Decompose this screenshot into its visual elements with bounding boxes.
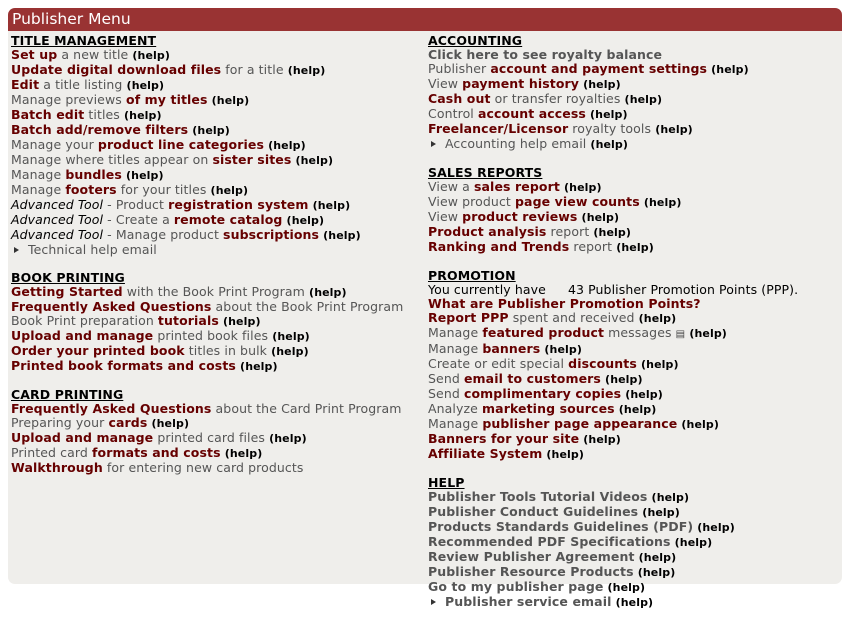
link-text[interactable]: featured product <box>482 325 605 340</box>
link-text[interactable]: Create or edit special <box>428 356 569 371</box>
help-label[interactable]: help <box>317 199 346 212</box>
section-heading: HELP <box>428 475 465 490</box>
menu-item-product-analysis[interactable] <box>428 225 840 240</box>
link-text[interactable]: Publisher Conduct Guidelines <box>428 504 639 519</box>
menu-item-batch-edit[interactable] <box>11 108 421 123</box>
help-label[interactable]: help <box>643 551 672 564</box>
help-link[interactable]: (help) <box>269 432 307 445</box>
link-text[interactable]: Upload and manage <box>11 328 154 343</box>
link-text[interactable]: Technical help email <box>28 242 157 257</box>
menu-item-walkthrough[interactable] <box>11 461 421 475</box>
advanced-tool-label: Advanced Tool <box>11 212 104 227</box>
link-text[interactable]: about the Book Print Program <box>211 299 404 314</box>
link-text[interactable]: subscriptions <box>223 227 320 242</box>
help-label[interactable]: help <box>137 49 165 62</box>
link-text[interactable]: Upload and manage <box>11 430 154 445</box>
link-text[interactable]: Products Standards Guidelines (PDF) <box>428 519 694 534</box>
menu-item-standards-guidelines[interactable] <box>428 520 840 535</box>
menu-item-featured-product-messages[interactable] <box>428 326 840 342</box>
link-text[interactable]: Manage your <box>11 137 98 152</box>
link-text[interactable]: Batch edit <box>11 107 85 122</box>
help-link[interactable]: (help) <box>309 286 347 299</box>
link-text[interactable]: View product <box>428 194 515 209</box>
link-text[interactable]: printed book files <box>153 328 269 343</box>
help-label[interactable]: help <box>551 448 579 461</box>
link-text[interactable]: Affiliate System <box>428 446 543 461</box>
link-text[interactable]: product reviews <box>462 209 578 224</box>
card-printing-section <box>11 388 421 475</box>
menu-item-sister-sites[interactable] <box>11 153 421 168</box>
publisher-service-email-toggle[interactable] <box>428 595 840 610</box>
link-text[interactable]: a title listing <box>39 77 123 92</box>
link-text[interactable]: Click here to see royalty balance <box>428 47 663 62</box>
menu-item-complimentary-copies[interactable] <box>428 387 840 402</box>
link-text[interactable]: for a title <box>221 62 284 77</box>
help-link[interactable]: (help) <box>642 506 680 519</box>
link-text[interactable]: payment history <box>462 76 580 91</box>
link-text[interactable]: titles <box>84 107 120 122</box>
link-text[interactable]: bundles <box>65 167 122 182</box>
help-label[interactable]: help <box>612 581 641 594</box>
help-label[interactable]: help <box>598 226 626 239</box>
link-text[interactable]: printed card files <box>153 430 266 445</box>
promotion-section <box>428 269 840 462</box>
link-text[interactable]: Report PPP <box>428 310 509 325</box>
accounting-help-email-toggle[interactable] <box>428 137 840 152</box>
link-text[interactable]: publisher page appearance <box>482 416 678 431</box>
help-label[interactable]: help <box>621 241 649 254</box>
help-link[interactable]: (help) <box>583 433 621 446</box>
help-label[interactable]: help <box>649 196 677 209</box>
help-link[interactable]: (help) <box>268 139 306 152</box>
section-heading: TITLE MANAGEMENT <box>11 33 157 48</box>
help-link[interactable]: (help) <box>681 418 720 431</box>
help-label[interactable]: help <box>629 93 658 106</box>
link-text[interactable]: Frequently Asked Questions <box>11 401 212 416</box>
advanced-tool-label: Advanced Tool <box>11 197 104 212</box>
link-text[interactable]: messages <box>604 325 676 340</box>
left-column <box>11 34 421 489</box>
help-label[interactable]: help <box>642 566 671 579</box>
section-heading: SALES REPORTS <box>428 165 543 180</box>
link-text[interactable]: Manage <box>11 182 66 197</box>
help-label[interactable]: help <box>215 184 244 197</box>
help-link[interactable]: (help) <box>124 109 162 122</box>
publisher-menu-panel <box>8 8 842 609</box>
link-text[interactable]: email to customers <box>463 371 601 386</box>
menu-item-manage-banners[interactable] <box>428 342 840 357</box>
menu-item-email-customers[interactable] <box>428 372 840 387</box>
link-text[interactable]: Manage <box>428 325 483 340</box>
link-text[interactable]: - Manage product <box>103 227 224 242</box>
book-printing-section <box>11 271 421 374</box>
link-text[interactable]: Ranking and Trends <box>428 239 570 254</box>
help-label[interactable]: help <box>647 506 675 519</box>
link-text[interactable]: formats and costs <box>92 445 221 460</box>
help-label[interactable]: help <box>277 330 305 343</box>
menu-item-report-ppp[interactable] <box>428 311 840 326</box>
link-text[interactable]: sales report <box>473 179 560 194</box>
link-text[interactable]: View <box>428 209 463 224</box>
help-link[interactable]: (help) <box>126 79 165 92</box>
menu-item-book-faq[interactable] <box>11 300 421 314</box>
menu-item-card-faq[interactable] <box>11 402 421 416</box>
link-text[interactable]: Walkthrough <box>11 460 103 475</box>
link-text[interactable]: for entering new card products <box>102 460 304 475</box>
menu-item-book-formats[interactable] <box>11 359 421 374</box>
help-link[interactable]: (help) <box>546 448 585 461</box>
technical-help-email-toggle[interactable] <box>11 243 421 257</box>
link-text[interactable]: Send <box>428 371 464 386</box>
link-text[interactable]: cards <box>108 415 148 430</box>
help-link[interactable]: (help) <box>583 78 621 91</box>
menu-item-ranking-trends[interactable] <box>428 240 840 255</box>
link-text[interactable]: registration system <box>168 197 309 212</box>
link-text[interactable]: Manage <box>11 167 66 182</box>
link-text[interactable]: complimentary copies <box>463 386 622 401</box>
link-text[interactable]: Control <box>428 106 478 121</box>
help-link[interactable]: (help) <box>240 360 278 373</box>
help-label[interactable]: help <box>716 63 744 76</box>
link-text[interactable]: Publisher Tools Tutorial Videos <box>428 489 648 504</box>
help-label[interactable]: help <box>229 447 258 460</box>
help-label[interactable]: help <box>276 345 304 358</box>
link-text[interactable]: - Create a <box>103 212 174 227</box>
menu-item-order-book-bulk[interactable] <box>11 344 421 359</box>
link-text[interactable]: marketing sources <box>482 401 615 416</box>
link-text[interactable]: Banners for your site <box>428 431 580 446</box>
menu-item-account-access[interactable] <box>428 107 840 122</box>
menu-item-pdf-specifications[interactable] <box>428 535 840 550</box>
help-label[interactable]: help <box>274 432 302 445</box>
menu-item-book-tutorials[interactable] <box>11 314 421 329</box>
link-text[interactable]: What are Publisher Promotion Points? <box>428 296 701 311</box>
menu-item-remote-catalog[interactable] <box>11 213 421 228</box>
help-label[interactable]: help <box>245 360 273 373</box>
help-label[interactable]: help <box>314 286 342 299</box>
menu-item-update-files[interactable] <box>11 63 421 78</box>
help-label[interactable]: help <box>300 154 328 167</box>
menu-item-manage-previews[interactable] <box>11 93 421 108</box>
menu-item-upload-book-files[interactable] <box>11 329 421 344</box>
link-text[interactable]: spent and received <box>508 310 635 325</box>
link-text[interactable]: Update digital download files <box>11 62 222 77</box>
link-text[interactable]: discounts <box>568 356 637 371</box>
help-label[interactable]: help <box>569 181 597 194</box>
menu-item-royalty-tools[interactable] <box>428 122 840 137</box>
link-text[interactable]: Manage where titles appear on <box>11 152 213 167</box>
help-link[interactable]: (help) <box>210 184 249 197</box>
help-label[interactable]: help <box>129 109 157 122</box>
expand-arrow-icon[interactable] <box>431 599 436 605</box>
help-link[interactable]: (help) <box>651 491 690 504</box>
menu-item-registration-system[interactable] <box>11 198 421 213</box>
help-label[interactable]: help <box>595 138 623 151</box>
link-text[interactable]: product line categories <box>97 137 264 152</box>
help-link[interactable]: (help) <box>564 181 602 194</box>
help-link[interactable]: (help) <box>544 343 582 356</box>
help-link[interactable]: (help) <box>581 211 620 224</box>
sales-reports-section <box>428 166 840 255</box>
help-label[interactable]: help <box>646 358 674 371</box>
help-link[interactable]: (help) <box>287 64 326 77</box>
menu-item-page-view-counts[interactable] <box>428 195 840 210</box>
expand-arrow-icon[interactable] <box>14 247 19 253</box>
menu-item-subscriptions[interactable] <box>11 228 421 243</box>
link-text[interactable]: remote catalog <box>173 212 283 227</box>
menu-item-edit-listing[interactable] <box>11 78 421 93</box>
menu-item-publisher-page-appearance[interactable] <box>428 417 840 432</box>
link-text[interactable]: Publisher service email <box>445 594 612 609</box>
help-link[interactable]: (help) <box>192 124 230 137</box>
link-text[interactable]: Printed book formats and costs <box>11 358 236 373</box>
advanced-tool-label: Advanced Tool <box>11 227 104 242</box>
help-link[interactable]: (help) <box>615 596 654 609</box>
link-text[interactable]: footers <box>65 182 117 197</box>
menu-item-upload-card-files[interactable] <box>11 431 421 446</box>
menu-item-account-settings[interactable] <box>428 62 840 77</box>
help-label[interactable]: help <box>292 64 321 77</box>
link-text[interactable]: sister sites <box>212 152 292 167</box>
link-text[interactable]: View a <box>428 179 474 194</box>
help-link[interactable]: (help) <box>624 93 663 106</box>
menu-item-resource-products[interactable] <box>428 565 840 580</box>
link-text[interactable]: titles in bulk <box>184 343 268 358</box>
help-label[interactable]: help <box>686 418 714 431</box>
help-link[interactable]: (help) <box>689 327 727 340</box>
link-text[interactable]: Review Publisher Agreement <box>428 549 635 564</box>
help-label[interactable]: help <box>228 315 256 328</box>
help-link[interactable]: (help) <box>286 214 325 227</box>
link-text[interactable]: Printed card <box>11 445 93 460</box>
help-link[interactable]: (help) <box>618 403 657 416</box>
ppp-value: 43 Publisher Promotion Points (PPP). <box>567 282 799 297</box>
section-heading: BOOK PRINTING <box>11 270 125 285</box>
link-text[interactable]: - Product <box>103 197 169 212</box>
link-text[interactable]: page view counts <box>515 194 640 209</box>
expand-arrow-icon[interactable] <box>431 141 436 147</box>
link-text[interactable]: account access <box>477 106 586 121</box>
link-text[interactable]: Accounting help email <box>445 136 587 151</box>
help-link[interactable]: (help) <box>697 521 735 534</box>
menu-item-footers[interactable] <box>11 183 421 198</box>
help-link[interactable]: (help) <box>222 315 261 328</box>
ppp-balance-text <box>428 283 840 297</box>
help-link[interactable]: (help) <box>605 373 643 386</box>
link-text[interactable]: account and payment settings <box>490 61 708 76</box>
help-label[interactable]: help <box>291 214 320 227</box>
link-text[interactable]: Manage previews <box>11 92 126 107</box>
help-link[interactable]: (help) <box>655 123 693 136</box>
help-link[interactable]: (help) <box>711 63 749 76</box>
link-text[interactable]: or transfer royalties <box>490 91 621 106</box>
link-text[interactable]: Product analysis <box>428 224 547 239</box>
link-text[interactable]: Recommended PDF Specifications <box>428 534 671 549</box>
link-text[interactable]: Publisher Resource Products <box>428 564 634 579</box>
help-label[interactable]: help <box>328 229 356 242</box>
help-link[interactable]: (help) <box>616 241 654 254</box>
link-text[interactable]: Cash out <box>428 91 491 106</box>
help-label[interactable]: help <box>610 373 638 386</box>
right-column <box>428 34 840 624</box>
link-text[interactable]: report <box>569 239 613 254</box>
help-section <box>428 476 840 610</box>
menu-item-getting-started[interactable] <box>11 285 421 300</box>
help-label[interactable]: help <box>586 211 615 224</box>
menu-item-banners-for-site[interactable] <box>428 432 840 447</box>
link-text[interactable]: a new title <box>57 47 129 62</box>
help-link[interactable]: (help) <box>312 199 351 212</box>
link-text[interactable]: View <box>428 76 463 91</box>
link-text[interactable]: tutorials <box>157 313 219 328</box>
help-link[interactable]: (help) <box>295 154 334 167</box>
link-text[interactable]: Manage <box>428 341 483 356</box>
help-link[interactable]: (help) <box>607 581 646 594</box>
menu-item-batch-filters[interactable] <box>11 123 421 138</box>
link-text[interactable]: Frequently Asked Questions <box>11 299 212 314</box>
help-label[interactable]: help <box>216 94 245 107</box>
help-label[interactable]: help <box>131 79 160 92</box>
link-text[interactable]: Go to my publisher page <box>428 579 604 594</box>
link-text[interactable]: Book Print preparation <box>11 313 158 328</box>
help-label[interactable]: help <box>643 312 672 325</box>
help-link[interactable]: (help) <box>637 566 676 579</box>
help-link[interactable]: (help) <box>638 551 677 564</box>
menu-item-royalty-balance[interactable] <box>428 48 840 62</box>
menu-item-product-line-categories[interactable] <box>11 138 421 153</box>
help-label[interactable]: help <box>679 536 708 549</box>
section-heading: CARD PRINTING <box>11 387 124 402</box>
help-label[interactable]: help <box>156 417 184 430</box>
help-link[interactable]: (help) <box>590 108 628 121</box>
link-text[interactable]: Publisher <box>428 61 491 76</box>
help-label[interactable]: help <box>702 521 730 534</box>
help-link[interactable]: (help) <box>272 330 310 343</box>
help-label[interactable]: help <box>694 327 722 340</box>
link-text[interactable]: royalty tools <box>568 121 652 136</box>
link-text[interactable]: Batch add/remove filters <box>11 122 189 137</box>
menu-item-my-publisher-page[interactable] <box>428 580 840 595</box>
help-link[interactable]: (help) <box>625 388 663 401</box>
link-text[interactable]: with the Book Print Program <box>122 284 305 299</box>
menu-item-discounts[interactable] <box>428 357 840 372</box>
menu-item-what-are-ppp[interactable] <box>428 297 840 311</box>
menu-item-conduct-guidelines[interactable] <box>428 505 840 520</box>
help-link[interactable]: (help) <box>323 229 361 242</box>
memo-icon: ▤ <box>675 329 686 340</box>
help-link[interactable]: (help) <box>151 417 190 430</box>
link-text[interactable]: about the Card Print Program <box>211 401 402 416</box>
menu-item-marketing-sources[interactable] <box>428 402 840 417</box>
link-text[interactable]: Analyze <box>428 401 483 416</box>
link-text[interactable]: banners <box>482 341 541 356</box>
menu-item-product-reviews[interactable] <box>428 210 840 225</box>
help-label[interactable]: help <box>549 343 577 356</box>
ppp-prefix: You currently have <box>428 282 546 297</box>
help-label[interactable]: help <box>588 78 616 91</box>
help-label[interactable]: help <box>595 108 623 121</box>
title-management-section <box>11 34 421 257</box>
link-text[interactable]: of my titles <box>126 92 208 107</box>
help-label[interactable]: help <box>620 596 649 609</box>
help-label[interactable]: help <box>656 491 685 504</box>
link-text[interactable]: for your titles <box>116 182 207 197</box>
help-link[interactable]: (help) <box>593 226 632 239</box>
menu-item-preparing-cards[interactable] <box>11 416 421 431</box>
menu-item-card-formats[interactable] <box>11 446 421 461</box>
help-label[interactable]: help <box>630 388 658 401</box>
link-text[interactable]: Set up <box>11 47 58 62</box>
help-label[interactable]: help <box>273 139 301 152</box>
help-link[interactable]: (help) <box>211 94 250 107</box>
help-link[interactable]: (help) <box>126 169 164 182</box>
help-link[interactable]: (help) <box>641 358 679 371</box>
menu-item-payment-history[interactable] <box>428 77 840 92</box>
help-link[interactable]: (help) <box>271 345 309 358</box>
section-heading: PROMOTION <box>428 268 516 283</box>
accounting-section <box>428 34 840 152</box>
menu-item-cash-out[interactable] <box>428 92 840 107</box>
link-text[interactable]: Manage <box>428 416 483 431</box>
link-text[interactable]: Preparing your <box>11 415 109 430</box>
link-text[interactable]: Freelancer/Licensor <box>428 121 569 136</box>
help-label[interactable]: help <box>660 123 688 136</box>
menu-item-setup[interactable] <box>11 48 421 63</box>
help-link[interactable]: (help) <box>643 196 682 209</box>
help-link[interactable]: (help) <box>224 447 263 460</box>
menu-item-publisher-agreement[interactable] <box>428 550 840 565</box>
section-heading: ACCOUNTING <box>428 33 523 48</box>
link-text[interactable]: Send <box>428 386 464 401</box>
help-link[interactable]: (help) <box>590 138 629 151</box>
panel-title: Publisher Menu <box>8 8 842 31</box>
help-link[interactable]: (help) <box>674 536 713 549</box>
link-text[interactable]: Edit <box>11 77 40 92</box>
link-text[interactable]: report <box>546 224 590 239</box>
help-label[interactable]: help <box>588 433 616 446</box>
menu-item-sales-report[interactable] <box>428 180 840 195</box>
menu-item-bundles[interactable] <box>11 168 421 183</box>
help-label[interactable]: help <box>131 169 159 182</box>
link-text[interactable]: Getting Started <box>11 284 123 299</box>
link-text[interactable]: Order your printed book <box>11 343 185 358</box>
menu-item-affiliate-system[interactable] <box>428 447 840 462</box>
help-label[interactable]: help <box>197 124 225 137</box>
menu-item-tutorial-videos[interactable] <box>428 490 840 505</box>
help-link[interactable]: (help) <box>638 312 677 325</box>
help-label[interactable]: help <box>623 403 652 416</box>
help-link[interactable]: (help) <box>132 49 171 62</box>
